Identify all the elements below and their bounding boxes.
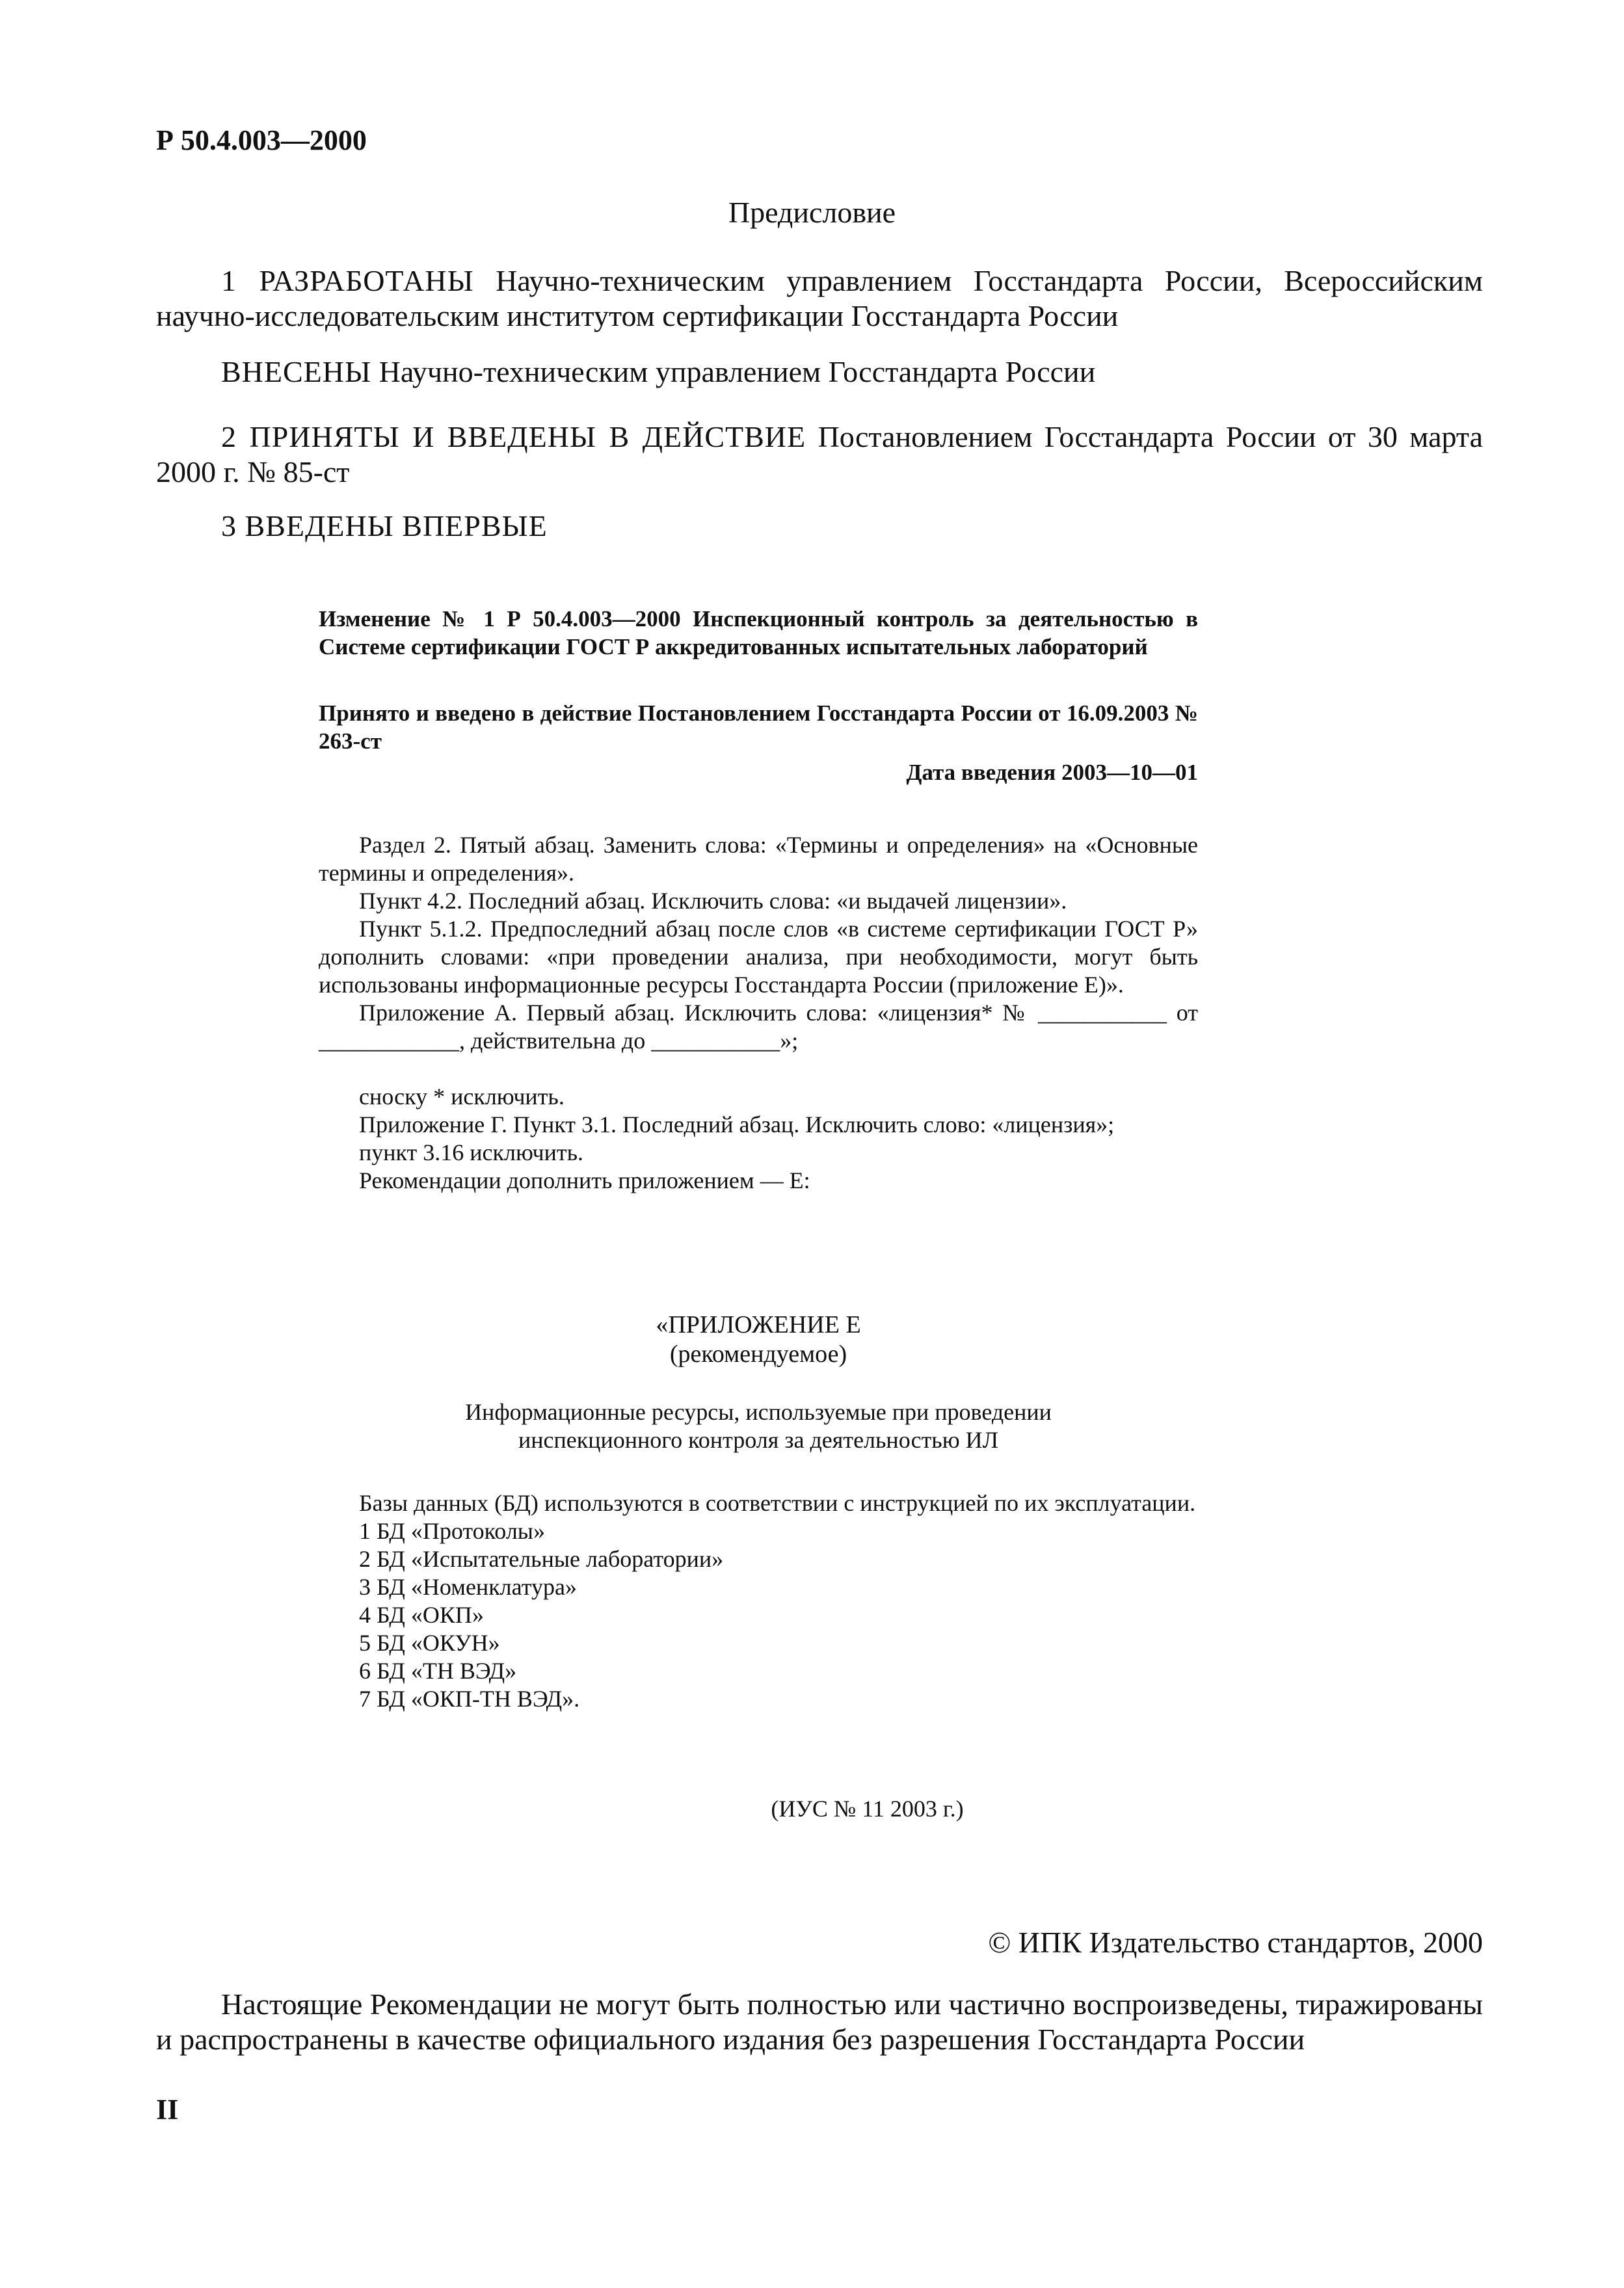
preface-vneseny-text: Научно-техническим управлением Госстандарта России [371, 355, 1096, 388]
page-number: II [156, 2094, 179, 2125]
preface-title: Предисловие [728, 196, 896, 229]
amendment-paragraph: сноску * исключить. [359, 1084, 565, 1110]
list-item: 1 БД «Протоколы» [359, 1518, 545, 1544]
amendment-adopted: Принято и введено в действие Постановлением Госстандарта России от 16.09.2003 № 263-ст [319, 700, 1198, 754]
preface-item-3: 3 ВВЕДЕНЫ ВПЕРВЫЕ [221, 509, 548, 542]
preface-item-2 [156, 419, 1483, 490]
list-item: 2 БД «Испытательные лаборатории» [359, 1546, 724, 1572]
appendix-title-line-2: (рекомендуемое) [669, 1340, 847, 1368]
preface-item-2-text: Постановлением Госстандарта России от 30 марта 2000 г. № 85-ст [156, 420, 1483, 488]
amendment-body [319, 831, 1198, 1195]
ius-reference: (ИУС № 11 2003 г.) [771, 1796, 964, 1822]
appendix-title [319, 1310, 1198, 1369]
copyright-notice: © ИПК Издательство стандартов, 2000 [988, 1926, 1483, 1959]
database-list [319, 1489, 1198, 1713]
preface-vneseny [221, 354, 1095, 390]
list-item: 4 БД «ОКП» [359, 1602, 484, 1628]
appendix-heading [319, 1398, 1198, 1454]
appendix-title-line-1: «ПРИЛОЖЕНИЕ Е [656, 1311, 861, 1338]
amendment-paragraph: Пункт 4.2. Последний абзац. Исключить слова: «и выдачей лицензии». [359, 888, 1067, 914]
preface-item-1-lead: 1 РАЗРАБОТАНЫ [221, 264, 474, 297]
list-item: 5 БД «ОКУН» [359, 1630, 500, 1656]
appendix-heading-line-1: Информационные ресурсы, используемые при проведении [465, 1399, 1052, 1425]
amendment-title: Изменение № 1 Р 50.4.003—2000 Инспекционный контроль за деятельностью в Системе сертификации ГОСТ Р аккредитованных испытательных лабораторий [319, 606, 1198, 659]
amendment-date: Дата введения 2003—10—01 [906, 760, 1198, 785]
document-code: Р 50.4.003—2000 [156, 124, 367, 156]
list-item: 6 БД «ТН ВЭД» [359, 1658, 517, 1684]
list-item: 7 БД «ОКП-ТН ВЭД». [359, 1686, 580, 1712]
appendix-heading-line-2: инспекционного контроля за деятельностью ИЛ [518, 1427, 999, 1453]
amendment-paragraph: Рекомендации дополнить приложением — Е: [359, 1167, 810, 1193]
amendment-paragraph: Раздел 2. Пятый абзац. Заменить слова: «Термины и определения» на «Основные термины и определения». [319, 832, 1198, 886]
list-item: 3 БД «Номенклатура» [359, 1574, 577, 1600]
reproduction-notice: Настоящие Рекомендации не могут быть полностью или частично воспроизведены, тиражированы и распространены в качестве официального издания без разрешения Госстандарта России [156, 1988, 1483, 2056]
amendment-paragraph: Приложение Г. Пункт 3.1. Последний абзац. Исключить слово: «лицензия»; [359, 1111, 1115, 1137]
preface-item-1-text: Научно-техническим управлением Госстандарта России, Всероссийским научно-исследовательским институтом сертификации Госстандарта России [156, 264, 1483, 332]
preface-item-2-lead: 2 ПРИНЯТЫ И ВВЕДЕНЫ В ДЕЙСТВИЕ [221, 420, 806, 453]
preface-item-1 [156, 263, 1483, 334]
amendment-paragraph: Приложение А. Первый абзац. Исключить слова: «лицензия* № ___________ от ____________, действительна до ___________»; [319, 1000, 1198, 1054]
amendment-paragraph: пункт 3.16 исключить. [359, 1139, 584, 1165]
database-intro: Базы данных (БД) используются в соответствии с инструкцией по их эксплуатации. [359, 1490, 1196, 1516]
amendment-paragraph: Пункт 5.1.2. Предпоследний абзац после слов «в системе сертификации ГОСТ Р» дополнить словами: «при проведении анализа, при необходимости, могут быть использованы информационные ресурсы Госстандарта России (приложение Е)». [319, 916, 1198, 998]
preface-vneseny-lead: ВНЕСЕНЫ [221, 355, 372, 388]
